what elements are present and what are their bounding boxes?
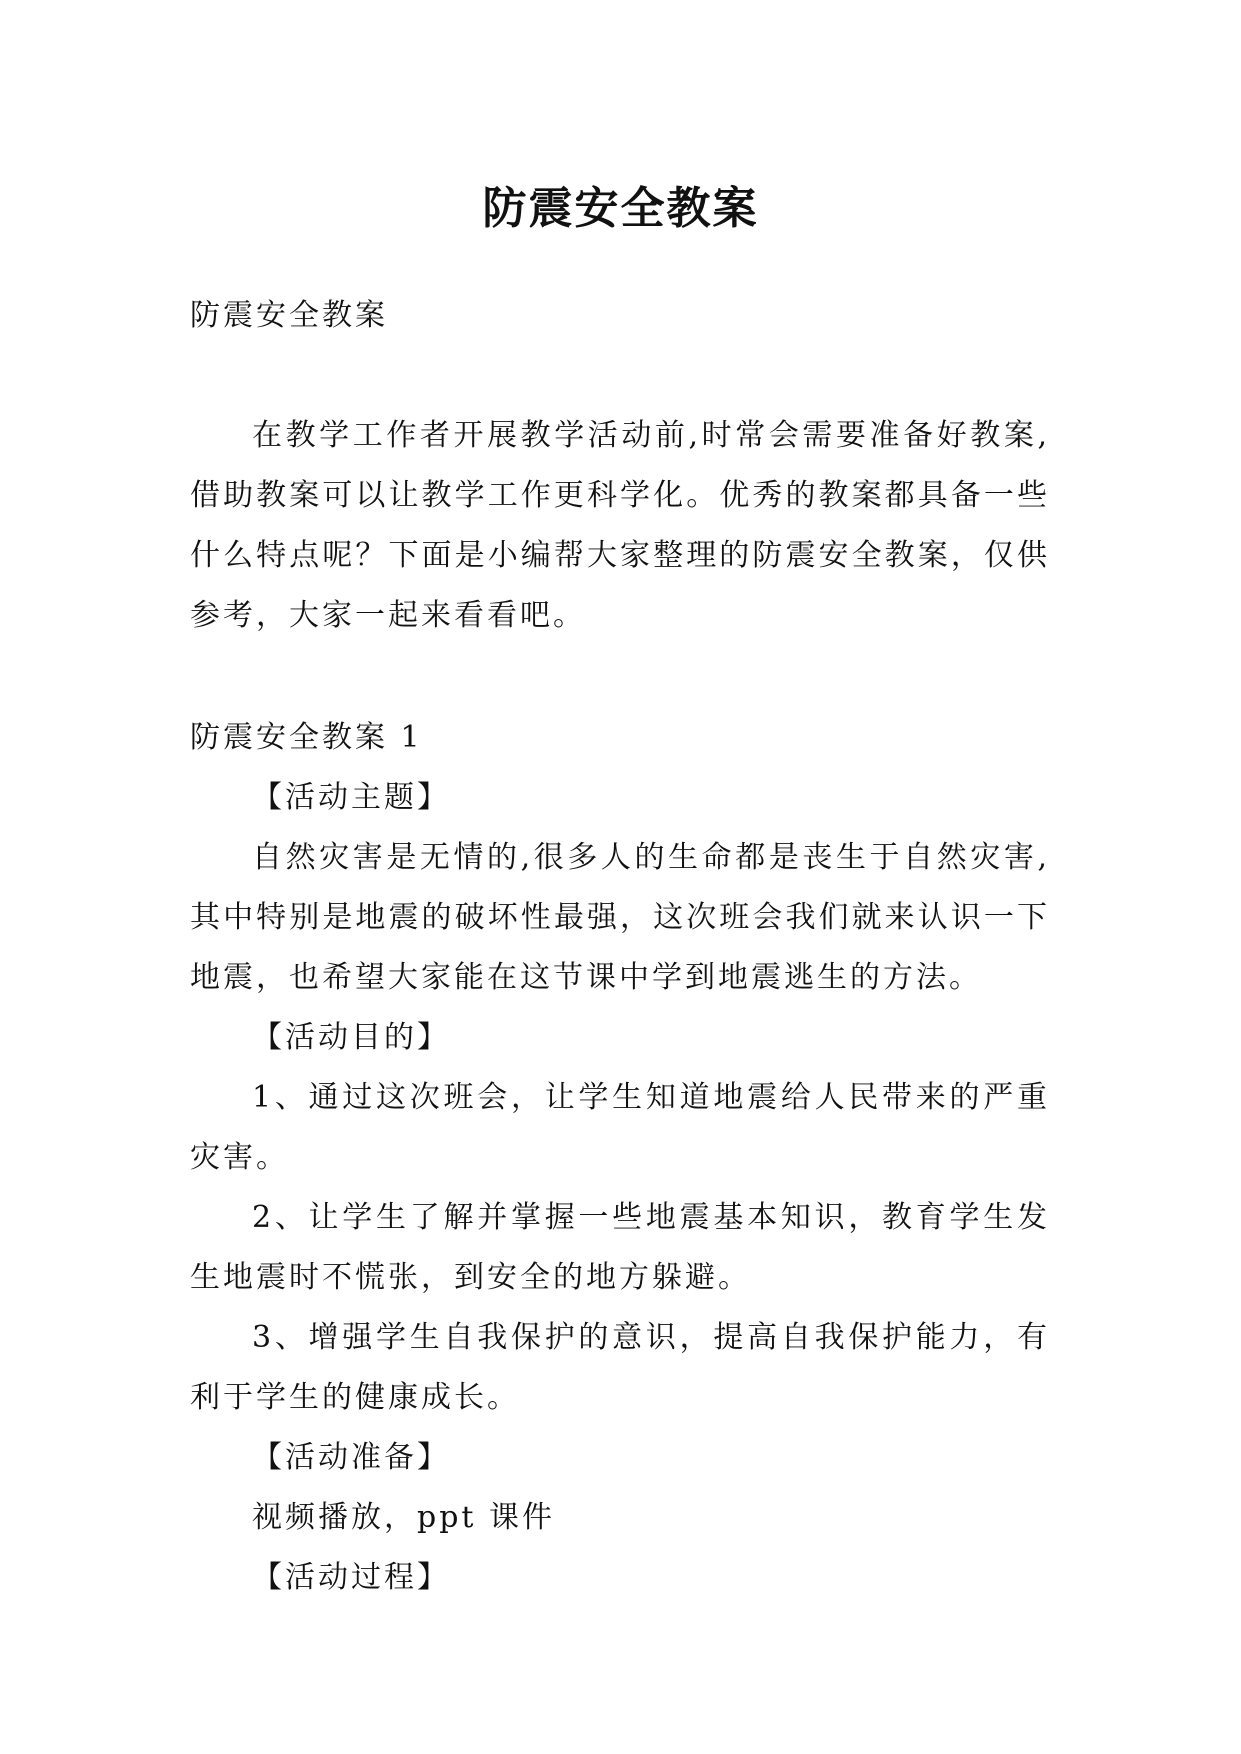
intro-paragraph: 在教学工作者开展教学活动前,时常会需要准备好教案,借助教案可以让教学工作更科学化。优秀的教案都具备一些什么特点呢？下面是小编帮大家整理的防震安全教案，仅供参考，大家一起来看看吧。	[190, 418, 1050, 633]
prep-paragraph: 视频播放，ppt 课件	[252, 1500, 555, 1535]
goal-item-3: 3、增强学生自我保护的意识，提高自我保护能力，有利于学生的健康成长。	[190, 1320, 1050, 1415]
goal-item-2: 2、让学生了解并掌握一些地震基本知识，教育学生发生地震时不慌张，到安全的地方躲避。	[190, 1200, 1050, 1295]
document-subtitle: 防震安全教案	[190, 298, 388, 333]
spacer	[190, 346, 1050, 406]
process-heading: 【活动过程】	[252, 1560, 450, 1595]
document-title: 防震安全教案	[482, 183, 759, 235]
document-body	[190, 286, 1050, 1608]
goal-item-1: 1、通过这次班会，让学生知道地震给人民带来的严重灾害。	[190, 1080, 1050, 1175]
spacer	[190, 646, 1050, 708]
section-title: 防震安全教案 1	[190, 720, 423, 755]
theme-heading: 【活动主题】	[252, 780, 450, 815]
prep-heading: 【活动准备】	[252, 1440, 450, 1475]
theme-paragraph: 自然灾害是无情的,很多人的生命都是丧生于自然灾害,其中特别是地震的破坏性最强，这次班会我们就来认识一下地震，也希望大家能在这节课中学到地震逃生的方法。	[190, 840, 1050, 995]
goal-heading: 【活动目的】	[252, 1020, 450, 1055]
